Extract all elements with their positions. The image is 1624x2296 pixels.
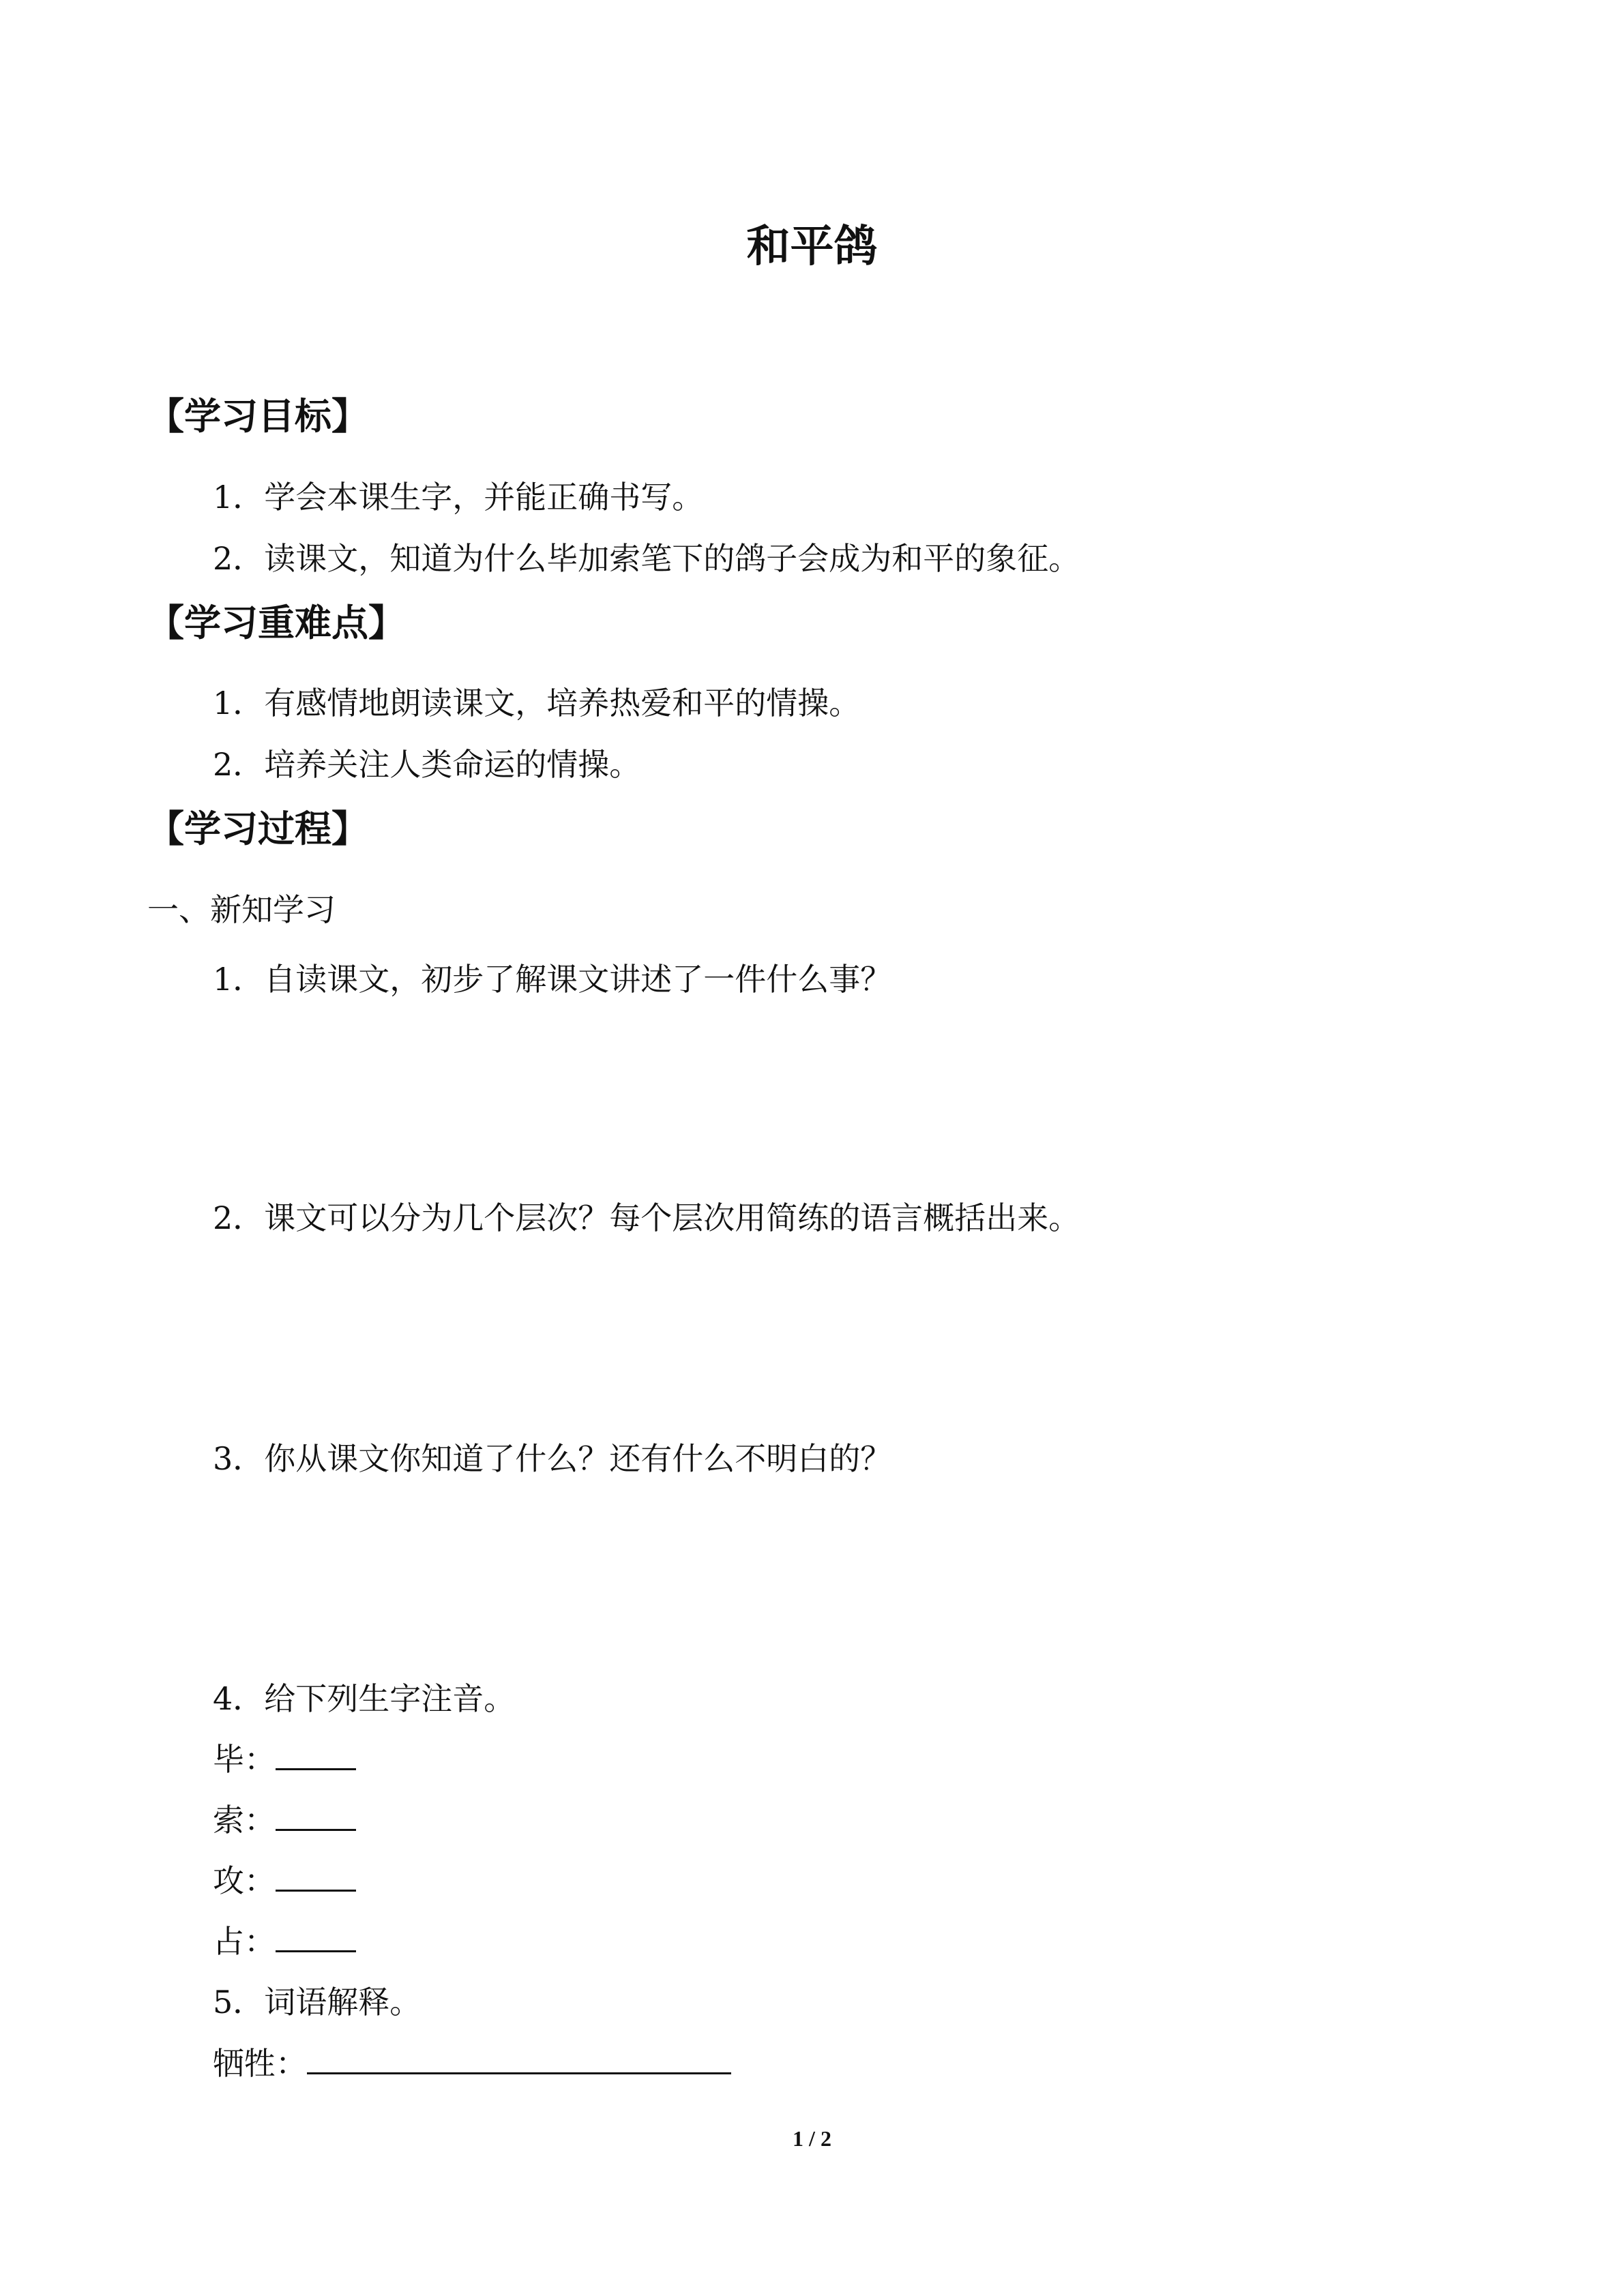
pinyin-row (213, 1856, 356, 1901)
question-2: 2．课文可以分为几个层次？每个层次用简练的语言概括出来。 (213, 1199, 1080, 1236)
pinyin-answer-blank[interactable] (276, 1861, 356, 1892)
pinyin-char-label: 毕： (213, 1741, 276, 1778)
question-5: 5．词语解释。 (213, 1984, 422, 2021)
pinyin-char-label: 占： (213, 1923, 276, 1960)
pinyin-row (213, 1735, 356, 1780)
section-heading-goals: 【学习目标】 (147, 395, 368, 438)
goal-item-2: 2．读课文，知道为什么毕加索笔下的鸽子会成为和平的象征。 (213, 540, 1080, 577)
question-4: 4．给下列生字注音。 (213, 1680, 516, 1717)
term-answer-blank[interactable] (307, 2044, 731, 2074)
subsection-new-knowledge: 一、新知学习 (147, 891, 336, 928)
section-heading-key-points: 【学习重难点】 (147, 601, 405, 644)
term-label: 牺牲： (213, 2045, 307, 2082)
pinyin-answer-blank[interactable] (276, 1740, 356, 1770)
pinyin-row (213, 1795, 356, 1840)
page-title: 和平鸽 (746, 222, 878, 272)
pinyin-char-label: 索： (213, 1802, 276, 1838)
pinyin-row (213, 1917, 356, 1962)
section-heading-process: 【学习过程】 (147, 807, 368, 850)
question-1: 1．自读课文，初步了解课文讲述了一件什么事？ (213, 961, 892, 998)
question-3: 3．你从课文你知道了什么？还有什么不明白的？ (213, 1440, 892, 1477)
page-number: 1 / 2 (793, 2126, 831, 2151)
pinyin-char-label: 攻： (213, 1862, 276, 1899)
key-point-item-2: 2．培养关注人类命运的情操。 (213, 746, 641, 783)
pinyin-answer-blank[interactable] (276, 1800, 356, 1831)
goal-item-1: 1．学会本课生字，并能正确书写。 (213, 479, 704, 516)
term-row (213, 2039, 731, 2084)
pinyin-answer-blank[interactable] (276, 1922, 356, 1952)
key-point-item-1: 1．有感情地朗读课文，培养热爱和平的情操。 (213, 685, 861, 721)
